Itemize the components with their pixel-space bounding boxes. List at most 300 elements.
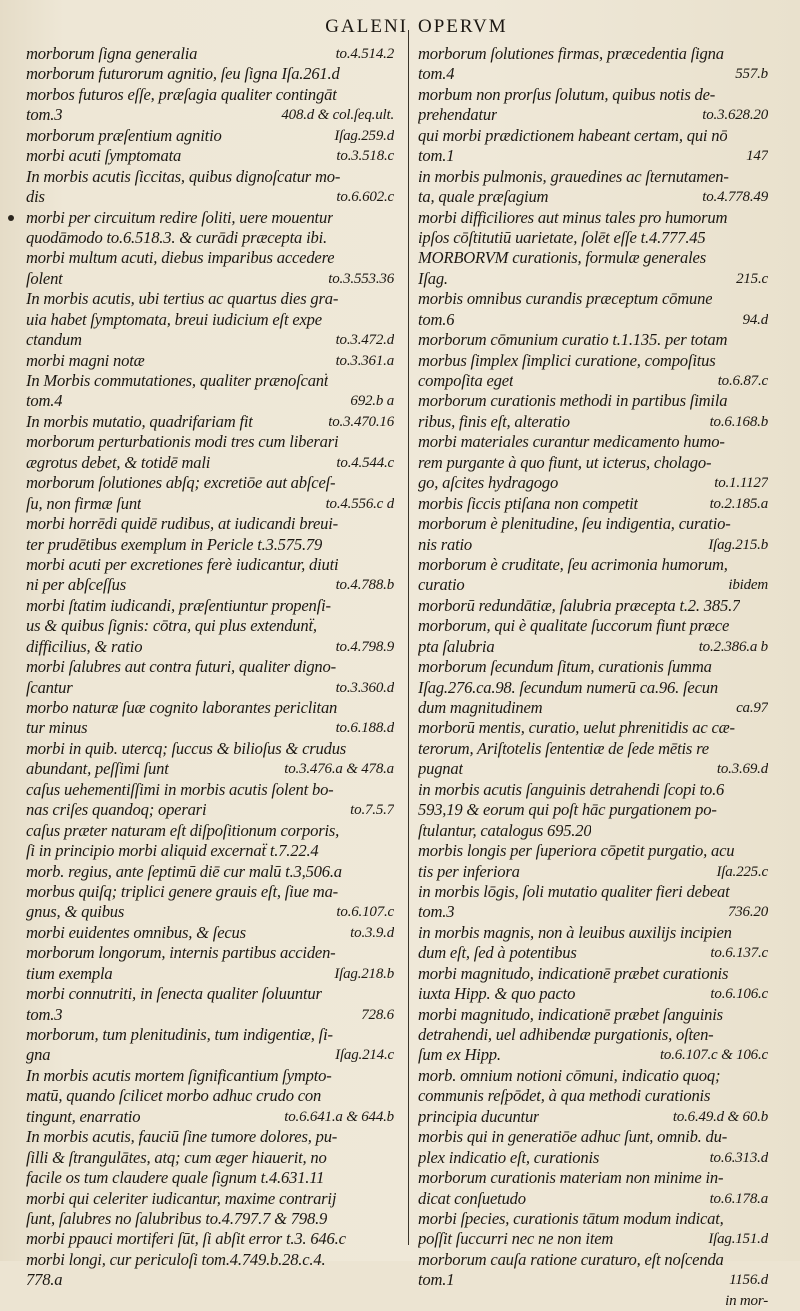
index-line [26, 208, 394, 228]
index-line [418, 984, 768, 1004]
index-line [418, 1148, 768, 1168]
index-entry-text: pta ſalubria [418, 636, 495, 656]
index-reference: to.6.178.a [709, 1190, 768, 1207]
index-entry-text: morbo naturæ ſuæ cognito laborantes periclitan [26, 698, 338, 717]
index-line [26, 453, 394, 473]
index-line [418, 473, 768, 493]
index-line [418, 1066, 768, 1086]
index-line [26, 902, 394, 922]
index-line [26, 841, 394, 861]
right-column [418, 44, 768, 1311]
index-entry-text: ſunt, ſalubres no ſalubribus to.4.797.7 & 798.9 [26, 1208, 328, 1228]
index-entry-text: In morbis acutis, ubi tertius ac quartus dies gra- [26, 289, 339, 309]
index-line [26, 391, 394, 411]
index-line [418, 1270, 768, 1290]
index-reference: 692.b a [350, 393, 394, 410]
index-entry-text: ſum ex Hipp. [418, 1045, 501, 1065]
index-entry-text: morborum ſigna generalia [26, 44, 198, 63]
index-line [418, 146, 768, 166]
index-entry-text: morbi qui celeriter iudicantur, maxime contrarij [26, 1188, 337, 1208]
index-reference: 736.20 [727, 904, 768, 921]
index-line [418, 1168, 768, 1188]
index-entry-text: morbi connutriti, in ſenecta qualiter ſoluuntur [26, 984, 322, 1004]
index-entry-text: in morbis magnis, non à leuibus auxilijs incipien [418, 922, 732, 942]
index-entry-text: MORBORVM curationis, formulæ generales [418, 248, 706, 268]
index-line [418, 371, 768, 391]
index-line [418, 391, 768, 411]
index-reference: Iſag.151.d [708, 1231, 768, 1248]
index-reference: ibidem [728, 577, 768, 594]
index-reference: Iſag.214.c [335, 1047, 394, 1064]
index-entry-text: ctandum [26, 330, 82, 350]
index-entry-text: dicat conſuetudo [418, 1188, 526, 1208]
index-entry-text: ægrotus debet, & totidē mali [26, 452, 211, 472]
index-entry-text: morborum è plenitudine, ſeu indigentia, curatio- [418, 514, 731, 534]
index-entry-text: morbi ſalubres aut contra futuri, qualiter digno- [26, 657, 336, 677]
index-entry-text: tis per inferiora [418, 861, 520, 881]
index-entry-text: tom.4 [26, 391, 63, 411]
index-entry-text: prehendatur [418, 105, 498, 125]
index-entry-text: morborum ſolutiones abſq; excretiōe aut abſceſ- [26, 473, 336, 493]
index-entry-text: morborum longorum, internis partibus acciden- [26, 943, 336, 963]
index-reference: to.6.602.c [336, 189, 394, 206]
index-entry-text: quodāmodo to.6.518.3. & curādi præcepta ibi. [26, 227, 327, 247]
index-line [418, 432, 768, 452]
index-reference: ca.97 [736, 700, 768, 716]
index-reference: 1156.d [729, 1272, 768, 1289]
index-entry-text: ribus, finis eſt, alteratio [418, 411, 570, 431]
index-reference: Iſag.218.b [334, 965, 394, 982]
index-line [26, 494, 394, 514]
index-entry-text: morbis qui in generatiōe adhuc ſunt, omnib. du- [418, 1127, 728, 1147]
index-entry-text: In Morbis commutationes, qualiter prænoſcanẗ [26, 371, 329, 390]
index-reference: 215.c [736, 270, 768, 287]
index-entry-text: morbi materiales curantur medicamento humo- [418, 432, 725, 452]
index-line [26, 616, 394, 636]
index-entry-text: ſcantur [26, 677, 73, 697]
index-line [26, 923, 394, 943]
index-entry-text: Iſag. [418, 268, 448, 288]
index-line [26, 718, 394, 738]
index-line [26, 1168, 394, 1188]
index-line [418, 1005, 768, 1025]
index-entry-text: caſus uehementiſſimi in morbis acutis ſolent bo- [26, 779, 334, 799]
index-entry-text: morborum perturbationis modi tres cum liberari [26, 432, 339, 452]
index-line [418, 902, 768, 922]
index-line [26, 780, 394, 800]
index-line [418, 1107, 768, 1127]
index-line [26, 1045, 394, 1065]
index-entry-text: tom.1 [418, 1270, 455, 1290]
index-entry-text: uia habet ſymptomata, breui iudicium eſt expe [26, 309, 322, 329]
index-entry-text: morbus quiſq; triplici genere grauis eſt, ſiue ma- [26, 881, 339, 901]
index-reference: 147 [746, 148, 768, 165]
index-line [418, 821, 768, 841]
index-reference: to.3.9.d [350, 924, 394, 941]
index-line [418, 678, 768, 698]
index-reference: 94.d [742, 311, 768, 328]
index-entry-text: in morbis pulmonis, grauedines ac ſternutamen- [418, 166, 729, 186]
index-entry-text: morb. omnium notioni cōmuni, indicatio quoq; [418, 1065, 721, 1085]
index-entry-text: tom.6 [418, 309, 455, 329]
index-line [26, 1107, 394, 1127]
index-line [418, 923, 768, 943]
index-reference: to.2.185.a [709, 495, 768, 512]
index-line [26, 698, 394, 718]
index-line [418, 187, 768, 207]
index-reference: Iſag.215.b [708, 536, 768, 553]
index-line [26, 1189, 394, 1209]
index-line [418, 514, 768, 534]
index-line [418, 841, 768, 861]
index-line [26, 1127, 394, 1147]
index-entry-text: tom.3 [418, 902, 455, 922]
index-line [26, 1025, 394, 1045]
index-line [26, 248, 394, 268]
index-entry-text: morbi in quib. utercq; ſuccus & bilioſus & crudus [26, 738, 347, 758]
index-entry-text: tom.3 [26, 1004, 63, 1024]
index-line [26, 432, 394, 452]
index-line [418, 85, 768, 105]
index-line [418, 800, 768, 820]
index-reference: to.3.69.d [716, 761, 768, 778]
running-header [0, 16, 800, 44]
index-entry-text: gnus, & quibus [26, 902, 125, 922]
index-line [26, 1066, 394, 1086]
index-entry-text: detrahendi, uel adhibendæ purgationis, oſten- [418, 1025, 714, 1044]
index-entry-text: morborum è cruditate, ſeu acrimonia humorum, [418, 554, 728, 574]
index-entry-text: morborum futurorum agnitio, ſeu ſigna Iſa.261.d [26, 64, 340, 84]
index-line [418, 289, 768, 309]
index-entry-text: matū, quando ſcilicet morbo adhuc crudo con [26, 1086, 322, 1106]
index-entry-text: morborum ſolutiones firmas, præcedentia ſigna [418, 44, 724, 63]
index-reference: to.3.518.c [336, 148, 394, 165]
index-entry-text: iuxta Hipp. & quo pacto [418, 984, 576, 1004]
index-line [418, 1189, 768, 1209]
index-line [418, 44, 768, 64]
index-entry-text: In morbis acutis, fauciū ſine tumore dolores, pu- [26, 1127, 338, 1147]
index-entry-text: facile os tum claudere quale ſignum t.4.631.11 [26, 1168, 325, 1188]
index-reference: to.4.798.9 [335, 638, 394, 655]
index-entry-text: morbi longi, cur periculoſi tom.4.749.b.28.c.4. [26, 1249, 326, 1269]
index-line [418, 167, 768, 187]
index-entry-text: poſſit ſuccurri nec ne non item [418, 1229, 614, 1249]
index-line [418, 718, 768, 738]
index-entry-text: morbos futuros eſſe, præſagia qualiter contingāt [26, 84, 337, 104]
index-entry-text: morborū redundātiæ, ſalubria præcepta t.2. 385.7 [418, 595, 741, 615]
index-line [418, 698, 768, 718]
index-entry-text: morbi magnitudo, indicationē præbet ſanguinis [418, 1004, 723, 1024]
index-entry-text: morbis longis per ſuperiora cōpetit purgatio, acu [418, 841, 735, 861]
index-line [26, 330, 394, 350]
index-entry-text: dis [26, 187, 45, 207]
index-entry-text: gna [26, 1045, 51, 1065]
index-line [26, 637, 394, 657]
index-entry-text: tom.1 [418, 146, 455, 166]
index-reference: to.3.472.d [335, 332, 394, 349]
index-entry-text: In morbis acutis ſiccitas, quibus dignoſcatur mo- [26, 166, 341, 186]
index-entry-text: dum magnitudinem [418, 698, 543, 717]
index-reference: to.6.49.d & 60.b [672, 1108, 768, 1125]
index-reference: to.6.107.c & 106.c [659, 1047, 768, 1064]
index-entry-text: In morbis mutatio, quadrifariam fit [26, 411, 253, 431]
index-entry-text: tur minus [26, 718, 88, 738]
index-entry-text: morbi per circuitum redire ſoliti, uere mouentur [26, 207, 334, 227]
index-line [26, 473, 394, 493]
index-line [26, 105, 394, 125]
index-entry-text: ter prudētibus exemplum in Pericle t.3.575.79 [26, 534, 323, 554]
index-entry-text: In morbis acutis mortem ſignificantium ſympto- [26, 1065, 332, 1085]
index-entry-text: morbi acuti ſymptomata [26, 146, 182, 166]
index-entry-text: tom.3 [26, 105, 63, 125]
index-line [26, 1270, 394, 1290]
index-entry-text: ſi in principio morbi aliquid excernaẗ t.7.22.4 [26, 841, 319, 861]
index-reference: in mor- [725, 1292, 768, 1309]
index-reference: to.3.361.a [335, 352, 394, 369]
index-reference: to.6.87.c [717, 373, 768, 389]
index-entry-text: go, aſcites hydragogo [418, 473, 559, 493]
index-line [418, 657, 768, 677]
index-line [26, 1250, 394, 1270]
index-line [418, 105, 768, 125]
index-line [26, 1148, 394, 1168]
index-line [418, 964, 768, 984]
index-reference: to.6.107.c [336, 904, 394, 921]
index-line [418, 64, 768, 84]
index-entry-text: morbi magnitudo, indicationē præbet curationis [418, 963, 729, 983]
index-reference: to.6.641.a & 644.b [284, 1108, 394, 1125]
index-reference: to.4.778.49 [702, 189, 768, 206]
index-line [26, 964, 394, 984]
index-entry-text: morborum, qui è qualitate ſuccorum fiunt præce [418, 616, 730, 636]
index-entry-text: difficilius, & ratio [26, 636, 143, 656]
index-entry-text: caſus præter naturam eſt diſpoſitionum corporis, [26, 820, 340, 840]
index-entry-text: morbi euidentes omnibus, & ſecus [26, 922, 246, 942]
index-reference: to.7.5.7 [350, 802, 394, 819]
index-reference: to.4.544.c [336, 454, 394, 471]
index-entry-text: 593,19 & eorum qui poſt hāc purgationem po- [418, 800, 717, 820]
index-reference: to.1.1127 [714, 475, 768, 492]
index-line [26, 821, 394, 841]
index-entry-text: plex indicatio eſt, curationis [418, 1147, 600, 1167]
index-entry-text: ipſos cōſtitutiū uarietate, ſolēt eſſe t.4.777.45 [418, 227, 706, 247]
index-entry-text: tingunt, enarratio [26, 1106, 141, 1126]
index-line [26, 351, 394, 371]
index-line [26, 943, 394, 963]
index-line [418, 943, 768, 963]
index-entry-text: morborum præſentium agnitio [26, 125, 222, 145]
index-entry-text: abundant, peſſimi ſunt [26, 759, 169, 779]
index-line [26, 269, 394, 289]
index-line [418, 1025, 768, 1045]
index-entry-text: morborum curationis materiam non minime in- [418, 1168, 724, 1188]
index-line [418, 351, 768, 371]
index-line [418, 739, 768, 759]
index-entry-text: compoſita eget [418, 371, 514, 390]
index-line [26, 1229, 394, 1249]
index-entry-text: morborū mentis, curatio, uelut phrenitidis ac cæ- [418, 718, 735, 738]
index-entry-text: morbum non prorſus ſolutum, quibus notis de- [418, 84, 716, 104]
index-line [26, 228, 394, 248]
index-entry-text: tom.4 [418, 64, 455, 84]
index-line [26, 596, 394, 616]
index-entry-text: nas criſes quandoq; operari [26, 800, 207, 820]
index-line [26, 146, 394, 166]
index-line [26, 85, 394, 105]
index-line [418, 1086, 768, 1106]
index-entry-text: ſu, non firmæ ſunt [26, 493, 142, 513]
index-line [26, 1086, 394, 1106]
index-line [418, 780, 768, 800]
header-left: GALENI [325, 16, 408, 37]
index-entry-text: morbi ſtatim iudicandi, præſentiuntur propenſi- [26, 595, 331, 615]
index-line [26, 862, 394, 882]
index-reference: 557.b [735, 66, 768, 83]
index-line [26, 412, 394, 432]
index-reference: Iſa.225.c [716, 863, 768, 880]
index-line [418, 269, 768, 289]
index-line [418, 1291, 768, 1311]
index-line [418, 412, 768, 432]
margin-mark [8, 215, 14, 221]
index-entry-text: morbus ſimplex ſimplici curatione, compoſitus [418, 350, 716, 370]
index-entry-text: principia ducuntur [418, 1106, 540, 1126]
index-entry-text: 778.a [26, 1270, 63, 1290]
index-entry-text: ni per abſceſſus [26, 575, 127, 595]
index-entry-text: morborum curationis methodi in partibus ſimila [418, 391, 728, 411]
index-line [418, 1127, 768, 1147]
index-entry-text: dum eſt, ſed à potentibus [418, 943, 577, 963]
index-entry-text: morborum ſecundum ſitum, curationis ſumma [418, 657, 712, 677]
index-line [26, 1005, 394, 1025]
index-line [26, 167, 394, 187]
index-line [418, 1229, 768, 1249]
index-line [26, 44, 394, 64]
index-line [418, 208, 768, 228]
index-entry-text: in morbis acutis ſanguinis detrahendi ſcopi to.6 [418, 779, 725, 799]
index-entry-text: morbis omnibus curandis præceptum cōmune [418, 289, 713, 309]
index-reference: to.6.168.b [709, 413, 768, 430]
index-line [26, 310, 394, 330]
index-line [26, 678, 394, 698]
index-entry-text: communis reſpōdet, à qua methodi curationis [418, 1086, 711, 1106]
index-entry-text: morborum cōmunium curatio t.1.135. per totam [418, 330, 728, 350]
index-reference: to.3.470.16 [328, 413, 394, 430]
index-reference: to.4.556.c d [325, 495, 394, 512]
index-reference: to.3.553.36 [328, 270, 394, 287]
index-line [26, 984, 394, 1004]
index-entry-text: terorum, Ariſtotelis ſententiæ de ſede mētis re [418, 738, 709, 758]
index-line [26, 882, 394, 902]
header-right: OPERVM [418, 16, 508, 37]
index-reference: to.2.386.a b [698, 638, 768, 655]
index-line [26, 64, 394, 84]
index-entry-text: in morbis lōgis, ſoli mutatio qualiter fieri debeat [418, 881, 730, 901]
index-line [418, 616, 768, 636]
index-line [418, 575, 768, 595]
index-reference: to.3.360.d [335, 679, 394, 696]
index-line [418, 882, 768, 902]
index-reference: to.6.106.c [710, 986, 768, 1003]
index-line [26, 657, 394, 677]
index-reference: to.3.476.a & 478.a [284, 761, 394, 778]
index-line [26, 739, 394, 759]
index-entry-text: tium exempla [26, 963, 113, 983]
index-entry-text: morb. regius, ante ſeptimū diē cur malū t.3,506.a [26, 861, 342, 881]
index-line [418, 637, 768, 657]
column-divider [408, 30, 409, 1245]
index-line [26, 535, 394, 555]
index-line [418, 126, 768, 146]
index-line [26, 555, 394, 575]
index-line [418, 494, 768, 514]
index-line [418, 535, 768, 555]
index-line [418, 1250, 768, 1270]
index-entry-text: morbi ppauci mortiferi ſūt, ſi abſit error t.3. 646.c [26, 1229, 346, 1249]
index-line [26, 126, 394, 146]
index-line [26, 289, 394, 309]
index-entry-text: ſilli & ſtrangulātes, atq; cum æger hiauerit, no [26, 1147, 327, 1167]
index-reference: to.6.188.d [335, 720, 394, 737]
index-entry-text: morbi multum acuti, diebus imparibus accedere [26, 248, 335, 268]
index-entry-text: us & quibus ſignis: cōtra, qui plus extendunẗ, [26, 616, 317, 636]
index-entry-text: morbi acuti per excretiones ferè iudicantur, diuti [26, 554, 339, 574]
index-entry-text: Iſag.276.ca.98. ſecundum numerū ca.96. ſecun [418, 677, 718, 697]
index-reference: to.6.313.d [709, 1149, 768, 1166]
index-entry-text: curatio [418, 575, 465, 595]
index-entry-text: rem purgante à quo fiunt, ut icterus, cholago- [418, 452, 712, 472]
index-entry-text: morborum cauſa ratione curaturo, eſt noſcenda [418, 1249, 724, 1269]
index-entry-text: pugnat [418, 759, 463, 779]
index-entry-text: morbi magni notæ [26, 350, 145, 370]
index-entry-text: nis ratio [418, 534, 472, 554]
index-line [418, 596, 768, 616]
index-line [26, 575, 394, 595]
index-line [418, 555, 768, 575]
index-line [418, 1045, 768, 1065]
index-entry-text: ſtulantur, catalogus 695.20 [418, 820, 592, 840]
left-column [26, 44, 394, 1291]
index-line [418, 228, 768, 248]
index-entry-text: morbi difficiliores aut minus tales pro humorum [418, 207, 728, 227]
index-line [26, 514, 394, 534]
index-entry-text: qui morbi prædictionem habeant certam, qui nō [418, 125, 728, 145]
index-entry-text: ſolent [26, 268, 63, 288]
index-line [418, 759, 768, 779]
index-line [26, 1209, 394, 1229]
index-line [418, 1209, 768, 1229]
index-entry-text: morbi ſpecies, curationis tātum modum indicat, [418, 1208, 724, 1228]
index-entry-text: morbi horrēdi quidē rudibus, at iudicandi breui- [26, 514, 338, 534]
index-entry-text: ta, quale præſagium [418, 187, 549, 207]
index-line [418, 862, 768, 882]
index-reference: Iſag.259.d [334, 127, 394, 144]
index-reference: to.4.788.b [335, 577, 394, 594]
index-line [26, 371, 394, 391]
index-line [418, 310, 768, 330]
index-reference: 728.6 [361, 1006, 394, 1023]
index-reference: 408.d & col.ſeq.ult. [281, 107, 394, 124]
index-reference: to.4.514.2 [335, 46, 394, 62]
index-entry-text: morborum, tum plenitudinis, tum indigentiæ, ſi- [26, 1025, 333, 1044]
index-entry-text: morbis ſiccis ptiſana non competit [418, 493, 638, 513]
index-line [418, 248, 768, 268]
index-line [26, 800, 394, 820]
index-reference: to.3.628.20 [702, 107, 768, 124]
index-line [26, 187, 394, 207]
index-line [418, 330, 768, 350]
index-line [26, 759, 394, 779]
